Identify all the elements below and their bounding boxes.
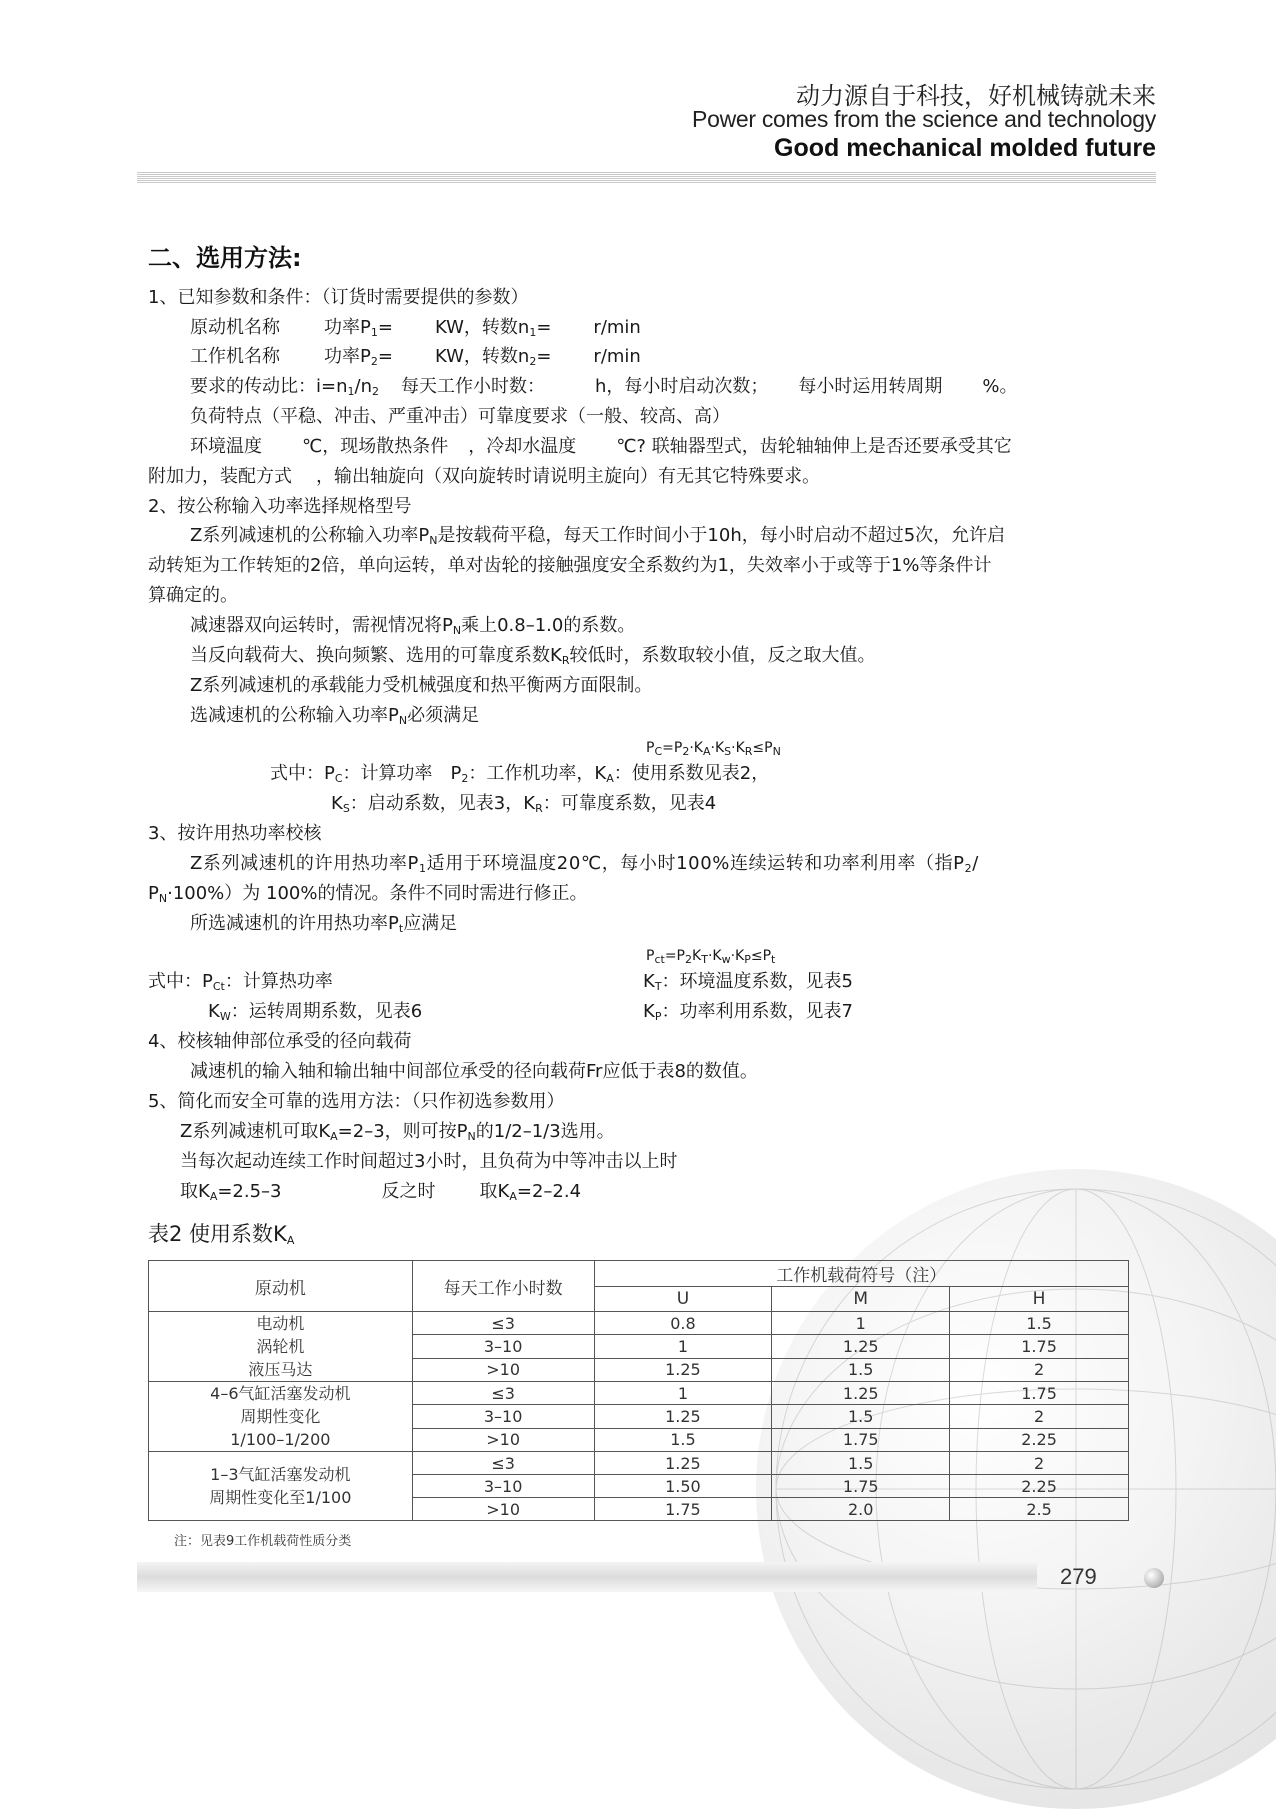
s1-l1-b: 功率P xyxy=(324,317,371,338)
s2-f-a: P xyxy=(646,740,655,756)
s5-p1a: Z系列减速机可取K xyxy=(180,1121,331,1142)
s1-l1-c: = xyxy=(377,317,393,338)
u-value-cell: 1.50 xyxy=(594,1475,772,1498)
u-value-cell: 1 xyxy=(594,1382,772,1405)
s2-p5b: 必须满足 xyxy=(407,705,480,726)
s1-line-6 xyxy=(148,465,820,489)
h-value-cell: 1.5 xyxy=(950,1312,1129,1335)
s2-p3b: 较低时，系数取较小值，反之取大值。 xyxy=(569,645,876,666)
s2-w2-a: K xyxy=(331,793,343,814)
h-value-cell: 1.75 xyxy=(950,1335,1129,1358)
s3-p1sub2: 2 xyxy=(964,862,973,875)
s1-l1-sub: 1 xyxy=(370,326,378,339)
s1-l1-f: r/min xyxy=(593,317,641,338)
s3-w1-s1: Ct xyxy=(212,980,225,993)
s5-p1sub2: N xyxy=(467,1130,476,1143)
s2-w1-d: ：工作机功率，K xyxy=(468,763,607,784)
hours-cell: ≤3 xyxy=(412,1452,594,1475)
s3-w3-s1: W xyxy=(219,1010,231,1023)
s1-l2-d: KW，转数n xyxy=(434,346,530,367)
s2-para-1-line-2: 动转矩为工作转矩的2倍，单向运转，单对齿轮的接触强度安全系数约为1，失效率小于或等于1%等条件计 xyxy=(148,555,992,576)
s1-l2-b: 功率P xyxy=(324,346,371,367)
s3-where-3 xyxy=(208,1000,422,1029)
s1-l5-c: ，冷却水温度 xyxy=(468,436,577,457)
s3-w3-b: ：运转周期系数，见表6 xyxy=(230,1001,423,1022)
hours-cell: >10 xyxy=(412,1358,594,1381)
s2-p2sub: N xyxy=(452,624,462,637)
s2-p3a: 当反向载荷大、换向频繁、选用的可靠度系数K xyxy=(190,645,562,666)
m-value-cell: 1.25 xyxy=(772,1382,950,1405)
s3-para-1-line-2 xyxy=(148,882,587,911)
s1-line-4: 负荷特点（平稳、冲击、严重冲击）可靠度要求（一般、较高、高） xyxy=(190,406,730,427)
s2-p2b: 乘上0.8–1.0的系数。 xyxy=(461,615,636,636)
s2-p1b: 是按载荷平稳，每天工作时间小于10h，每小时启动不超过5次，允许启 xyxy=(437,525,1006,546)
s3-para-2 xyxy=(190,912,457,941)
s1-l2-a: 工作机名称 xyxy=(190,346,280,367)
hours-cell: 3–10 xyxy=(412,1475,594,1498)
s1-l2-f: r/min xyxy=(593,346,641,367)
s2-f-e: ·K xyxy=(731,740,745,756)
s2-f-s3: A xyxy=(702,745,711,758)
h-value-cell: 2.5 xyxy=(950,1498,1129,1521)
s2-p5sub: N xyxy=(398,714,408,727)
s2-p5a: 选减速机的公称输入功率P xyxy=(190,705,399,726)
s1-l3-d: h，每小时启动次数； xyxy=(594,376,769,397)
s2-f-f: ≤P xyxy=(752,740,773,756)
s5-p3sub: A xyxy=(209,1190,218,1203)
th-hours-per-day: 每天工作小时数 xyxy=(412,1261,594,1312)
s2-p1sub: N xyxy=(429,534,438,547)
s5-heading: 5、简化而安全可靠的选用方法：（只作初选参数用） xyxy=(148,1091,565,1112)
s2-f-b: =P xyxy=(662,740,683,756)
s2-w2-b: ：启动系数，见表3，K xyxy=(349,793,536,814)
s3-f-c: K xyxy=(692,948,702,964)
s3-f-s4: w xyxy=(721,953,731,966)
s2-w1-a: 式中：P xyxy=(270,763,335,784)
hours-cell: 3–10 xyxy=(412,1335,594,1358)
s3-p1c: / xyxy=(972,853,979,874)
th-load-symbol: 工作机载荷符号（注） xyxy=(594,1261,1128,1287)
s2-where-1 xyxy=(270,762,769,791)
m-value-cell: 1.5 xyxy=(772,1358,950,1381)
s2-f-c: ·K xyxy=(689,740,703,756)
s3-p1a: Z系列减速机的许用热功率P xyxy=(190,853,419,874)
section-title: 二、选用方法: xyxy=(148,244,302,272)
s1-l2-c: = xyxy=(377,346,393,367)
s1-heading: 1、已知参数和条件：（订货时需要提供的参数） xyxy=(148,287,529,308)
s2-f-s2: 2 xyxy=(682,745,690,758)
table-row xyxy=(149,1452,1129,1475)
header-slogan-en-2: Good mechanical molded future xyxy=(774,134,1156,162)
s3-f-f: ≤P xyxy=(750,948,772,964)
s5-p3d: 取K xyxy=(479,1181,510,1202)
table-caption-text: 表2 使用系数K xyxy=(148,1222,287,1246)
s3-p1b: 适用于环境温度20℃，每小时100%连续运转和功率利用率（指P xyxy=(426,853,965,874)
s2-w1-b: ：计算功率 xyxy=(342,763,433,784)
s1-line-1 xyxy=(190,316,641,345)
s5-p1sub: A xyxy=(330,1130,338,1143)
s3-f-s3: T xyxy=(701,953,708,966)
s1-l3-sub1: 1 xyxy=(347,385,355,398)
s2-w1-s1: C xyxy=(334,772,343,785)
s3-p2sub: t xyxy=(398,922,404,935)
h-value-cell: 2 xyxy=(950,1452,1129,1475)
page-number: 279 xyxy=(1060,1564,1097,1589)
u-value-cell: 0.8 xyxy=(594,1312,772,1335)
header-slogan-cn: 动力源自于科技，好机械铸就未来 xyxy=(796,82,1156,110)
th-h: H xyxy=(950,1287,1129,1312)
s1-l2-e: = xyxy=(536,346,552,367)
m-value-cell: 1.75 xyxy=(772,1475,950,1498)
prime-mover-label: 1/100–1/200 xyxy=(230,1430,331,1449)
s3-p2b: 应满足 xyxy=(403,913,458,934)
s3-w2-a: K xyxy=(643,971,655,992)
s3-f-e: ·K xyxy=(730,948,745,964)
prime-mover-label: 周期性变化至1/100 xyxy=(209,1488,352,1507)
s2-f-s1: C xyxy=(654,745,663,758)
hours-cell: >10 xyxy=(412,1428,594,1451)
hours-cell: 3–10 xyxy=(412,1405,594,1428)
u-value-cell: 1.75 xyxy=(594,1498,772,1521)
s1-l3-f: %。 xyxy=(982,376,1018,397)
prime-mover-label: 涡轮机 xyxy=(256,1337,305,1356)
s2-w2-s1: S xyxy=(342,802,350,815)
s3-w1-a: 式中：P xyxy=(148,971,213,992)
s2-heading: 2、按公称输入功率选择规格型号 xyxy=(148,496,412,517)
s2-f-s6: N xyxy=(772,745,781,758)
s2-para-1-line-3: 算确定的。 xyxy=(148,585,238,606)
s2-w1-c: P xyxy=(450,763,462,784)
s3-where-1 xyxy=(148,970,333,999)
s1-l5-b: ℃，现场散热条件 xyxy=(302,436,449,457)
th-prime-mover: 原动机 xyxy=(149,1261,413,1312)
s2-p1a: Z系列减速机的公称输入功率P xyxy=(190,525,430,546)
table-row xyxy=(149,1382,1129,1405)
s1-l3-c: 每天工作小时数： xyxy=(400,376,545,397)
s5-p1b: =2–3，则可按P xyxy=(337,1121,468,1142)
usage-factor-table xyxy=(148,1260,1129,1521)
table-note: 注：见表9工作机载荷性质分类 xyxy=(174,1534,352,1549)
s2-f-s5: R xyxy=(744,745,753,758)
s2-w2-s2: R xyxy=(535,802,543,815)
footer-bar xyxy=(137,1562,1037,1592)
s2-w1-s3: A xyxy=(606,772,614,785)
h-value-cell: 2 xyxy=(950,1358,1129,1381)
s5-para-1 xyxy=(180,1120,615,1149)
s5-p1c: 的1/2–1/3选用。 xyxy=(475,1121,615,1142)
s3-f-d: ·K xyxy=(707,948,722,964)
s1-l1-e: = xyxy=(536,317,552,338)
s3-f-s6: t xyxy=(771,953,776,966)
s3-p1sub: 1 xyxy=(418,862,427,875)
m-value-cell: 1.25 xyxy=(772,1335,950,1358)
m-value-cell: 2.0 xyxy=(772,1498,950,1521)
s1-line-2 xyxy=(190,345,641,374)
s3-heading: 3、按许用热功率校核 xyxy=(148,823,322,844)
s1-l3-b: /n xyxy=(354,376,372,397)
s3-where-4 xyxy=(643,1000,853,1029)
decorative-ball-icon xyxy=(1144,1568,1164,1588)
s2-p3sub: R xyxy=(561,654,570,667)
prime-mover-label: 液压马达 xyxy=(248,1360,313,1379)
hours-cell: ≤3 xyxy=(412,1382,594,1405)
s1-l6-b: ，输出轴旋向（双向旋转时请说明主旋向）有无其它特殊要求。 xyxy=(316,466,820,487)
m-value-cell: 1.75 xyxy=(772,1428,950,1451)
u-value-cell: 1.25 xyxy=(594,1358,772,1381)
th-m: M xyxy=(772,1287,950,1312)
s3-p1e: ·100%）为 100%的情况。条件不同时需进行修正。 xyxy=(167,883,588,904)
hours-cell: >10 xyxy=(412,1498,594,1521)
table-row xyxy=(149,1312,1129,1335)
s3-w2-s1: T xyxy=(654,980,662,993)
s3-p2a: 所选减速机的许用热功率P xyxy=(190,913,399,934)
s2-w1-s2: 2 xyxy=(461,772,469,785)
s3-f-b: =P xyxy=(664,948,686,964)
s4-heading: 4、校核轴伸部位承受的径向载荷 xyxy=(148,1031,412,1052)
table-caption-sub: A xyxy=(286,1234,295,1247)
s2-para-3 xyxy=(190,644,875,673)
h-value-cell: 1.75 xyxy=(950,1382,1129,1405)
prime-mover-label: 1–3气缸活塞发动机 xyxy=(210,1465,351,1484)
h-value-cell: 2.25 xyxy=(950,1428,1129,1451)
s2-w1-e: ：使用系数见表2， xyxy=(613,763,770,784)
prime-mover-cell xyxy=(149,1312,413,1382)
m-value-cell: 1.5 xyxy=(772,1452,950,1475)
s3-f-s2: 2 xyxy=(685,953,693,966)
h-value-cell: 2 xyxy=(950,1405,1129,1428)
u-value-cell: 1 xyxy=(594,1335,772,1358)
s3-formula xyxy=(646,944,775,972)
s2-para-1-line-1 xyxy=(190,524,1005,553)
u-value-cell: 1.25 xyxy=(594,1452,772,1475)
th-u: U xyxy=(594,1287,772,1312)
s3-w4-a: K xyxy=(643,1001,655,1022)
s1-l5-a: 环境温度 xyxy=(190,436,262,457)
u-value-cell: 1.25 xyxy=(594,1405,772,1428)
table-caption xyxy=(148,1218,294,1248)
s3-p1sub3: N xyxy=(158,892,168,905)
header-divider xyxy=(137,172,1156,184)
s4-para-1: 减速机的输入轴和输出轴中间部位承受的径向载荷Fr应低于表8的数值。 xyxy=(190,1061,758,1082)
s3-w2-b: ：环境温度系数，见表5 xyxy=(661,971,853,992)
s5-para-2: 当每次起动连续工作时间超过3小时，且负荷为中等冲击以上时 xyxy=(180,1151,678,1172)
s1-l1-sub2: 1 xyxy=(529,326,537,339)
prime-mover-label: 4–6气缸活塞发动机 xyxy=(210,1384,351,1403)
m-value-cell: 1 xyxy=(772,1312,950,1335)
prime-mover-cell xyxy=(149,1452,413,1521)
s2-where-2 xyxy=(331,792,716,821)
s3-f-a: P xyxy=(646,948,655,964)
s1-l2-sub: 2 xyxy=(370,355,378,368)
s3-w4-s1: P xyxy=(654,1010,662,1023)
s2-para-2 xyxy=(190,614,635,643)
s3-w1-b: ：计算热功率 xyxy=(224,971,333,992)
s1-l2-sub2: 2 xyxy=(529,355,537,368)
s1-l3-sub2: 2 xyxy=(371,385,379,398)
s1-l3-a: 要求的传动比：i=n xyxy=(190,376,348,397)
prime-mover-cell xyxy=(149,1382,413,1452)
s2-p2a: 减速器双向运转时，需视情况将P xyxy=(190,615,453,636)
s5-p3a: 取K xyxy=(180,1181,210,1202)
u-value-cell: 1.5 xyxy=(594,1428,772,1451)
s2-para-5 xyxy=(190,704,479,733)
s3-p1d: P xyxy=(148,883,159,904)
s1-l1-a: 原动机名称 xyxy=(190,317,280,338)
s3-para-1-line-1 xyxy=(190,852,979,881)
s2-f-d: ·K xyxy=(710,740,725,756)
s2-para-4: Z系列减速机的承载能力受机械强度和热平衡两方面限制。 xyxy=(190,675,653,696)
s3-w4-b: ：功率利用系数，见表7 xyxy=(661,1001,853,1022)
s5-para-3 xyxy=(180,1180,581,1209)
s5-p3e: =2–2.4 xyxy=(516,1181,582,1202)
h-value-cell: 2.25 xyxy=(950,1475,1129,1498)
s1-l3-e: 每小时运用转周期 xyxy=(798,376,943,397)
s1-line-3 xyxy=(190,375,1018,404)
s1-l5-d: ℃? 联轴器型式，齿轮轴轴伸上是否还要承受其它 xyxy=(616,436,1012,457)
s2-f-s4: S xyxy=(724,745,732,758)
s1-l1-d: KW，转数n xyxy=(434,317,530,338)
s5-p3b: =2.5–3 xyxy=(217,1181,282,1202)
prime-mover-label: 周期性变化 xyxy=(240,1407,321,1426)
hours-cell: ≤3 xyxy=(412,1312,594,1335)
s5-p3sub2: A xyxy=(509,1190,517,1203)
s3-f-s5: P xyxy=(744,953,751,966)
s5-p3c: 反之时 xyxy=(381,1181,436,1202)
header-slogan-en-1: Power comes from the science and technology xyxy=(692,106,1156,132)
prime-mover-label: 电动机 xyxy=(256,1314,305,1333)
m-value-cell: 1.5 xyxy=(772,1405,950,1428)
s2-w2-c: ：可靠度系数，见表4 xyxy=(542,793,717,814)
s3-w3-a: K xyxy=(208,1001,220,1022)
s3-f-s1: ct xyxy=(654,953,665,966)
s2-formula xyxy=(646,736,781,764)
s1-line-5 xyxy=(190,435,1012,459)
s3-where-2 xyxy=(643,970,853,999)
s1-l6-a: 附加力，装配方式 xyxy=(148,466,292,487)
